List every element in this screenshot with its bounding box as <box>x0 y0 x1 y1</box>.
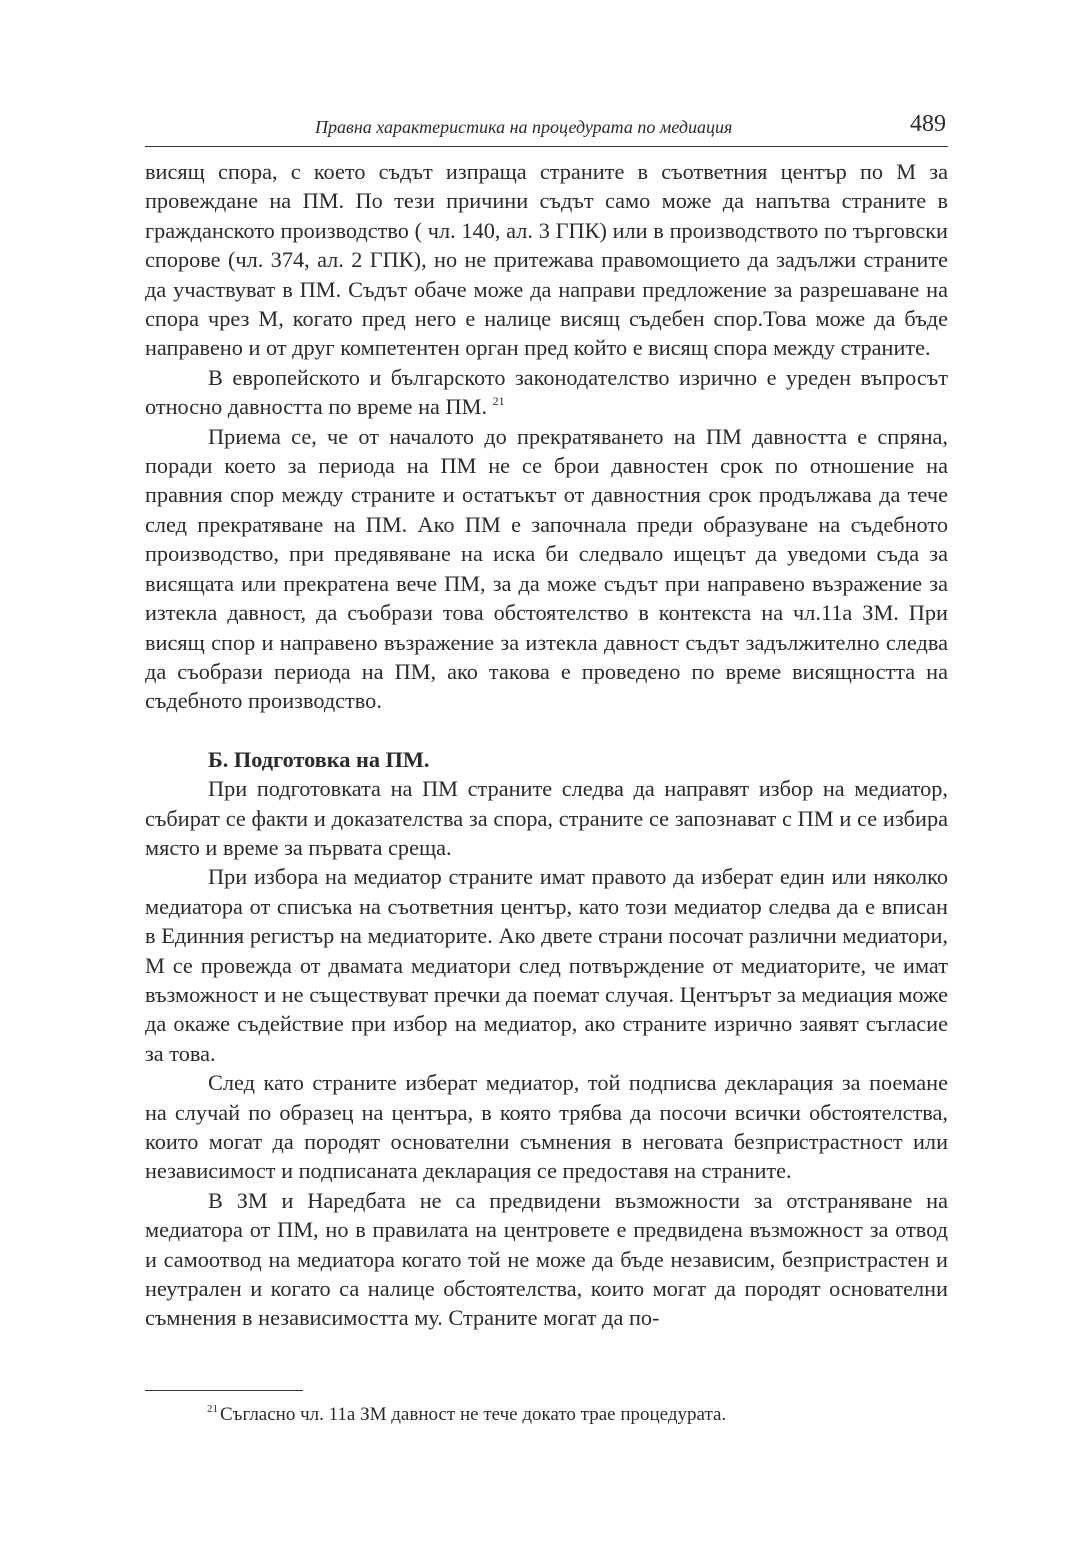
running-title: Правна характеристика на процедурата по медиация <box>315 117 733 137</box>
paragraph-5: При избора на медиатор страните имат правото да изберат един или няколко медиатора от списъка на съответния център, като този медиатор следва да е вписан в Единния регистър на медиаторите. Ако двете страни посочат различни медиатори, М се провежда от двамата медиатори след потвърждение от медиаторите, че имат възможност и не съществуват пречки да поемат случая. Центърът за медиация може да окаже съдействие при избор на медиатор, ако страните изрично заявят съгласие за това. <box>145 864 948 1066</box>
footnote-ref: 21 <box>492 394 505 409</box>
section-heading: Б. Подготовка на ПМ. <box>208 746 430 772</box>
paragraph-2-text: В европейското и българското законодателство изрично е уреден въпросът относно давността по време на ПМ. <box>145 364 948 420</box>
paragraph-1: висящ спора, с което съдът изпраща страните в съответния център по М за провеждане на ПМ. По тези причини съдът само може да напътва страните в гражданското производство ( чл. 140, ал. 3 ГПК) или в производството по търговски спорове (чл. 374, ал. 2 ГПК), но не притежава правомощието да задължи страните да участвуват в ПМ. Съдът обаче може да направи предложение за разрешаване на спора чрез М, когато пред него е налице висящ съдебен спор.Това може да бъде направено и от друг компетентен орган пред който е висящ спора между страните. <box>145 159 948 361</box>
paragraph-7: В ЗМ и Наредбата не са предвидени възможности за отстраняване на медиатора от ПМ, но в правилата на центровете е предвидена възможност за отвод и самоотвод на медиатора когато той не може да бъде независим, безпристрастен и неутрален и когато са налице обстоятелства, които могат да породят основателни съмнения в независимостта му. Страните могат да по- <box>145 1187 948 1331</box>
footnote-text: Съгласно чл. 11а ЗМ давност не тече докато трае процедурата. <box>220 1404 727 1425</box>
paragraph-2 <box>145 363 948 422</box>
footnote <box>207 1404 726 1426</box>
paragraph-6: След като страните изберат медиатор, той подписва декларация за поемане на случай по образец на центъра, в която трябва да посочи всички обстоятелства, които могат да породят основателни съмнения в неговата безпристрастност или независимост и подписаната декларация се предоставя на страните. <box>145 1070 948 1184</box>
footnote-number: 21 <box>207 1403 218 1415</box>
footnote-separator <box>145 1390 303 1391</box>
main-text <box>145 157 948 1333</box>
paragraph-4: При подготовката на ПМ страните следва да направят избор на медиатор, събират се факти и доказателства за спора, страните се запознават с ПМ и се избира място и време за първата среща. <box>145 776 948 860</box>
paragraph-3: Приема се, че от началото до прекратяването на ПМ давността е спряна, поради което за периода на ПМ не се брои давностен срок по отношение на правния спор между страните и остатъкът от давностния срок продължава да тече след прекратяване на ПМ. Ако ПМ е започнала преди образуване на съдебното производство, при предявяване на иска би следвало ищецът да уведоми съда за висящата или прекратена вече ПМ, за да може съдът при направено възражение за изтекла давност, да съобрази това обстоятелство в контекста на чл.11а ЗМ. При висящ спор и направено възражение за изтекла давност съдът задължително следва да съобрази периода на ПМ, ако такова е проведено по време висящността на съдебното производство. <box>145 423 948 714</box>
page-number: 489 <box>910 111 946 137</box>
running-header <box>145 111 948 147</box>
